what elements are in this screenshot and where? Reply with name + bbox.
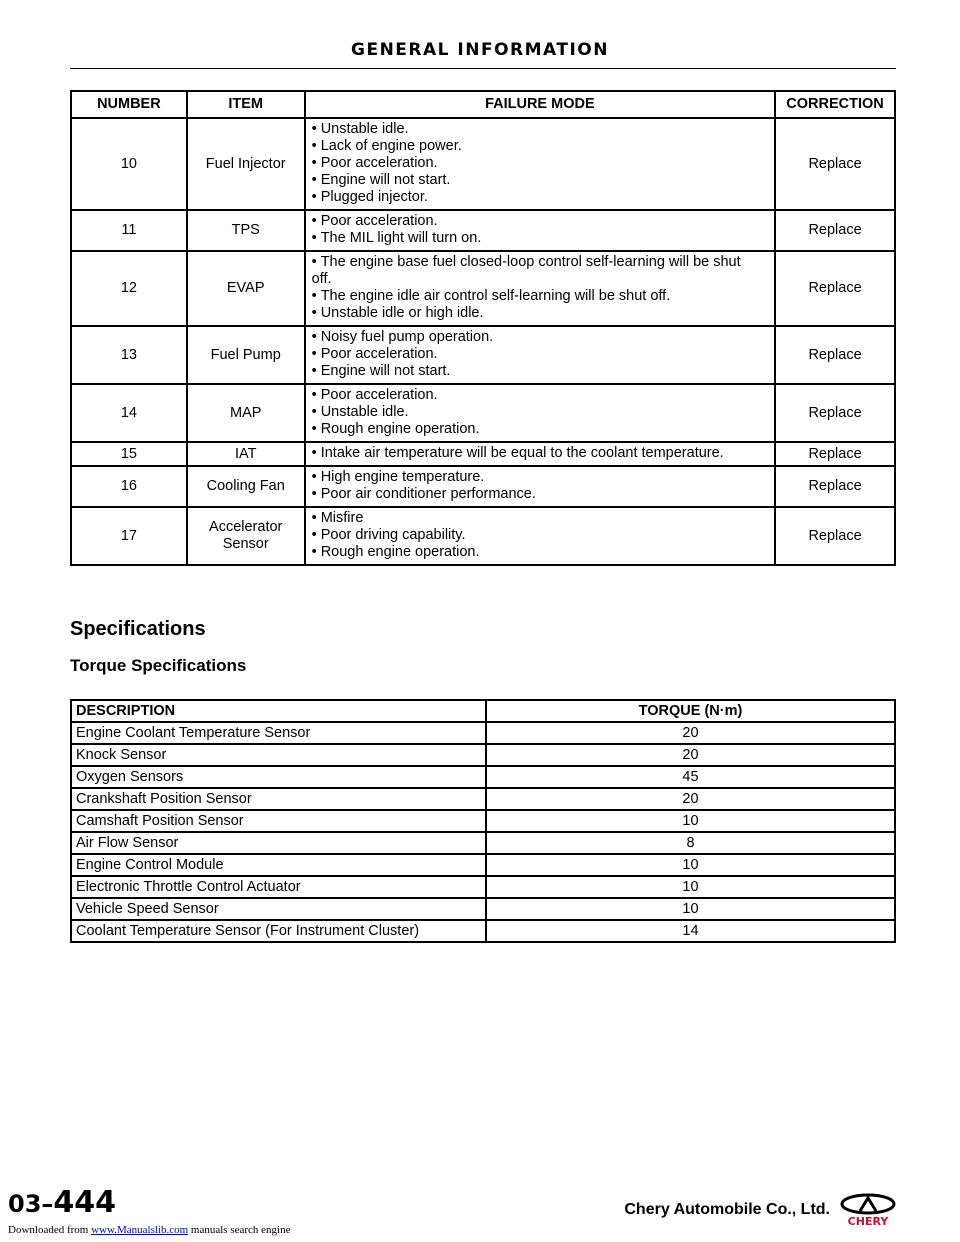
row-number: 11 <box>71 210 187 251</box>
logo-text: CHERY <box>847 1215 889 1227</box>
table-row <box>71 876 895 898</box>
row-item-line: Sensor <box>222 536 269 552</box>
row-failure-modes <box>305 384 775 442</box>
column-header-torque: TORQUE (N·m) <box>486 700 895 722</box>
torque-description: Crankshaft Position Sensor <box>71 788 486 810</box>
failure-mode-item: • Poor acceleration. <box>312 387 754 404</box>
failure-mode-table <box>70 90 896 566</box>
row-number: 10 <box>71 118 187 210</box>
table-row <box>71 766 895 788</box>
row-failure-modes <box>305 251 775 326</box>
failure-mode-item: • Poor acceleration. <box>312 213 754 230</box>
row-correction: Replace <box>775 384 895 442</box>
failure-mode-item: • Rough engine operation. <box>312 544 754 561</box>
row-number: 12 <box>71 251 187 326</box>
failure-mode-item: • The MIL light will turn on. <box>312 230 754 247</box>
row-item-line: EVAP <box>226 280 265 296</box>
table-row <box>71 744 895 766</box>
failure-mode-item: • The engine base fuel closed-loop control self-learning will be shut off. <box>312 254 754 288</box>
row-number: 15 <box>71 442 187 466</box>
table-row <box>71 920 895 942</box>
table-row <box>71 442 895 466</box>
row-number: 14 <box>71 384 187 442</box>
row-item <box>187 507 305 565</box>
failure-mode-item: • Plugged injector. <box>312 189 754 206</box>
row-item <box>187 251 305 326</box>
torque-description: Oxygen Sensors <box>71 766 486 788</box>
page-number <box>8 1185 116 1220</box>
row-failure-modes <box>305 442 775 466</box>
torque-description: Vehicle Speed Sensor <box>71 898 486 920</box>
table-row <box>71 466 895 507</box>
row-correction: Replace <box>775 251 895 326</box>
failure-mode-item: • The engine idle air control self-learning will be shut off. <box>312 288 754 305</box>
row-failure-modes <box>305 118 775 210</box>
company-name: Chery Automobile Co., Ltd. <box>624 1201 830 1218</box>
table-row <box>71 854 895 876</box>
table-row <box>71 722 895 744</box>
column-header-failure-mode: FAILURE MODE <box>305 91 775 118</box>
page-number-value: 444 <box>53 1185 117 1220</box>
failure-mode-item: • Intake air temperature will be equal to the coolant temperature. <box>312 445 754 462</box>
torque-table-header-row <box>71 700 895 722</box>
specifications-heading: Specifications <box>70 618 206 640</box>
page-section: 03– <box>8 1190 54 1218</box>
failure-mode-item: • Misfire <box>312 510 754 527</box>
row-item-line: Cooling Fan <box>206 478 285 494</box>
torque-specifications-heading: Torque Specifications <box>70 656 247 675</box>
failure-mode-item: • Poor air conditioner performance. <box>312 486 754 503</box>
torque-description: Electronic Throttle Control Actuator <box>71 876 486 898</box>
torque-description: Engine Control Module <box>71 854 486 876</box>
row-item <box>187 384 305 442</box>
table-row <box>71 326 895 384</box>
failure-mode-item: • Poor acceleration. <box>312 346 754 363</box>
row-correction: Replace <box>775 118 895 210</box>
torque-description: Knock Sensor <box>71 744 486 766</box>
failure-mode-item: • Engine will not start. <box>312 172 754 189</box>
failure-mode-item: • Rough engine operation. <box>312 421 754 438</box>
download-prefix: Downloaded from <box>8 1224 89 1236</box>
download-notice <box>8 1224 290 1236</box>
table-row <box>71 810 895 832</box>
row-item <box>187 210 305 251</box>
row-correction: Replace <box>775 326 895 384</box>
row-correction: Replace <box>775 466 895 507</box>
failure-mode-item: • Poor acceleration. <box>312 155 754 172</box>
row-item-line: Accelerator <box>209 519 283 535</box>
table-row <box>71 832 895 854</box>
failure-mode-item: • Unstable idle. <box>312 121 754 138</box>
row-item <box>187 442 305 466</box>
torque-value: 20 <box>486 722 895 744</box>
failure-mode-item: • Poor driving capability. <box>312 527 754 544</box>
column-header-number: NUMBER <box>71 91 187 118</box>
download-suffix: manuals search engine <box>190 1224 291 1236</box>
chery-logo-icon <box>838 1193 898 1227</box>
row-number: 16 <box>71 466 187 507</box>
row-item-line: TPS <box>231 222 260 238</box>
torque-value: 20 <box>486 788 895 810</box>
table-row <box>71 898 895 920</box>
column-header-item: ITEM <box>187 91 305 118</box>
row-item <box>187 118 305 210</box>
row-item-line: IAT <box>234 445 257 462</box>
table-row <box>71 118 895 210</box>
torque-value: 20 <box>486 744 895 766</box>
row-failure-modes <box>305 507 775 565</box>
page-header-title: GENERAL INFORMATION <box>351 40 609 60</box>
row-item-line: Fuel Injector <box>205 155 286 172</box>
row-item-line: Fuel Pump <box>210 346 281 363</box>
row-correction: Replace <box>775 442 895 466</box>
table-row <box>71 507 895 565</box>
header-rule <box>70 68 896 69</box>
torque-table <box>70 699 896 943</box>
torque-value: 10 <box>486 854 895 876</box>
row-number: 13 <box>71 326 187 384</box>
row-failure-modes <box>305 466 775 507</box>
torque-table-body <box>71 722 895 942</box>
row-correction: Replace <box>775 210 895 251</box>
failure-mode-item: • Unstable idle. <box>312 404 754 421</box>
failure-mode-item: • Noisy fuel pump operation. <box>312 329 754 346</box>
failure-mode-item: • Engine will not start. <box>312 363 754 380</box>
row-item-line: MAP <box>229 404 262 421</box>
manualslib-link[interactable]: www.Manualslib.com <box>91 1224 189 1236</box>
torque-description: Camshaft Position Sensor <box>71 810 486 832</box>
failure-mode-item: • Lack of engine power. <box>312 138 754 155</box>
torque-value: 45 <box>486 766 895 788</box>
table-row <box>71 788 895 810</box>
row-number: 17 <box>71 507 187 565</box>
torque-value: 10 <box>486 898 895 920</box>
failure-mode-item: • High engine temperature. <box>312 469 754 486</box>
table-row <box>71 384 895 442</box>
table-row <box>71 210 895 251</box>
torque-value: 10 <box>486 876 895 898</box>
table-row <box>71 251 895 326</box>
torque-description: Engine Coolant Temperature Sensor <box>71 722 486 744</box>
row-correction: Replace <box>775 507 895 565</box>
torque-value: 14 <box>486 920 895 942</box>
torque-description: Coolant Temperature Sensor (For Instrument Cluster) <box>71 920 486 942</box>
torque-value: 8 <box>486 832 895 854</box>
failure-table-body <box>71 118 895 565</box>
column-header-description: DESCRIPTION <box>71 700 486 722</box>
failure-table-header-row <box>71 91 895 118</box>
row-failure-modes <box>305 210 775 251</box>
torque-value: 10 <box>486 810 895 832</box>
row-item <box>187 326 305 384</box>
column-header-correction: CORRECTION <box>775 91 895 118</box>
row-failure-modes <box>305 326 775 384</box>
row-item <box>187 466 305 507</box>
failure-mode-item: • Unstable idle or high idle. <box>312 305 754 322</box>
torque-description: Air Flow Sensor <box>71 832 486 854</box>
